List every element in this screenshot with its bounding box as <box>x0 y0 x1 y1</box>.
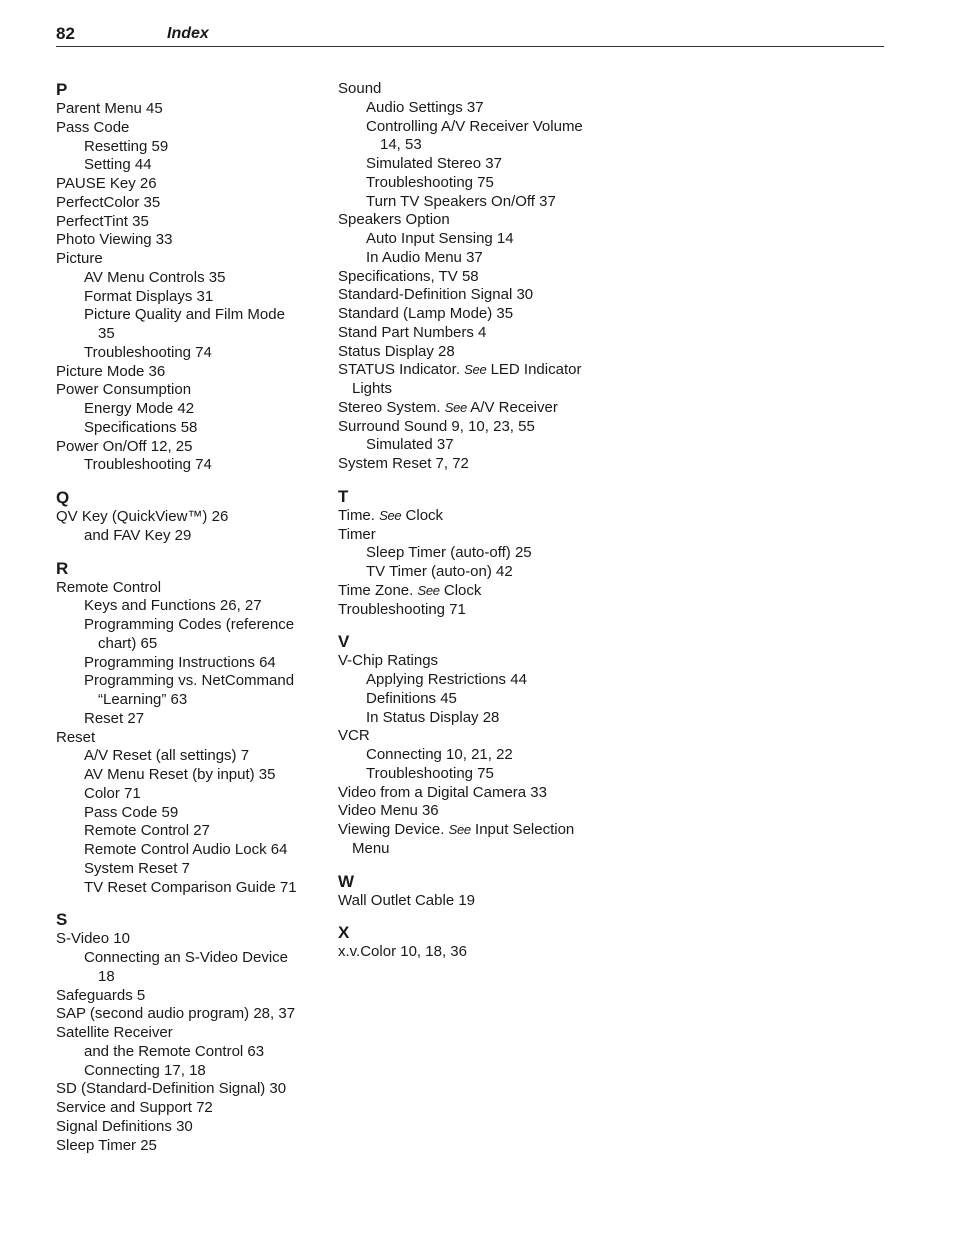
index-entry <box>56 1137 324 1156</box>
index-entry-continuation <box>338 380 628 399</box>
index-entry <box>338 802 628 821</box>
page-header <box>56 22 884 47</box>
entry-text: Stereo System. <box>338 398 441 416</box>
see-reference: See <box>464 362 487 378</box>
index-entry <box>338 784 628 803</box>
index-column-left <box>56 80 324 1155</box>
index-subentry <box>56 456 324 475</box>
see-target: Clock <box>443 581 482 599</box>
entry-text: TV Timer (auto-on) 42 <box>366 563 513 580</box>
letter-heading: X <box>338 923 350 943</box>
entry-text: Standard-Definition Signal 30 <box>338 286 534 304</box>
index-subentry <box>338 230 628 249</box>
index-subentry <box>338 99 628 118</box>
index-entry <box>56 1118 324 1137</box>
entry-text: Status Display 28 <box>338 342 455 360</box>
index-subentry <box>56 841 324 860</box>
index-subentry <box>56 654 324 673</box>
entry-text: TV Reset Comparison Guide 71 <box>84 878 297 896</box>
index-entry <box>56 175 324 194</box>
entry-text: Time Zone. <box>338 581 414 599</box>
entry-text: Picture Quality and Film Mode <box>84 306 285 324</box>
entry-text: Definitions 45 <box>366 689 457 707</box>
entry-text: Service and Support 72 <box>56 1099 213 1116</box>
index-entry <box>338 455 628 474</box>
entry-text: Surround Sound 9, 10, 23, 55 <box>338 417 535 435</box>
index-entry <box>338 80 628 99</box>
entry-text: Standard (Lamp Mode) 35 <box>338 305 514 322</box>
entry-text: Troubleshooting 75 <box>366 173 494 191</box>
index-subentry <box>56 804 324 823</box>
entry-text: Stand Part Numbers 4 <box>338 323 487 341</box>
index-entry <box>338 821 628 840</box>
index-entry <box>338 211 628 230</box>
index-entry <box>56 729 324 748</box>
index-entry <box>56 250 324 269</box>
index-subentry <box>338 249 628 268</box>
letter-heading: S <box>56 910 68 930</box>
entry-text: Sound <box>338 80 382 97</box>
index-entry <box>56 194 324 213</box>
entry-text: Troubleshooting 74 <box>84 343 212 361</box>
see-target: Clock <box>405 506 444 524</box>
entry-text: and the Remote Control 63 <box>84 1042 265 1060</box>
index-entry <box>56 508 324 527</box>
entry-text: Pass Code 59 <box>84 803 179 821</box>
index-entry-continuation <box>56 325 324 344</box>
entry-text: A/V Reset (all settings) 7 <box>84 747 250 765</box>
entry-text: Connecting 10, 21, 22 <box>366 746 513 763</box>
entry-text: V-Chip Ratings <box>338 652 439 670</box>
letter-heading: Q <box>56 488 70 507</box>
entry-text: Troubleshooting 71 <box>338 600 466 618</box>
entry-text: Troubleshooting 75 <box>366 764 494 782</box>
letter-heading: P <box>56 80 68 99</box>
index-entry <box>338 324 628 343</box>
entry-text: Satellite Receiver <box>56 1024 173 1041</box>
index-entry <box>338 361 628 380</box>
entry-text: Sleep Timer (auto-off) 25 <box>366 544 532 562</box>
entry-text: PerfectTint 35 <box>56 212 149 230</box>
index-subentry <box>338 118 628 137</box>
see-reference: See <box>448 822 471 837</box>
index-subentry <box>56 527 324 546</box>
entry-text: chart) 65 <box>98 634 158 652</box>
entry-text: Speakers Option <box>338 211 450 229</box>
entry-text: 14, 53 <box>380 136 422 154</box>
entry-text: x.v.Color 10, 18, 36 <box>338 943 467 961</box>
entry-text: Remote Control 27 <box>84 822 210 840</box>
entry-text: STATUS Indicator. <box>338 361 460 379</box>
index-subentry <box>338 746 628 765</box>
index-entry <box>56 1080 324 1099</box>
index-entry <box>56 1005 324 1024</box>
index-subentry <box>56 1062 324 1081</box>
entry-text: Specifications, TV 58 <box>338 267 479 285</box>
entry-text: System Reset 7, 72 <box>338 455 469 472</box>
index-subentry <box>338 174 628 193</box>
index-subentry <box>56 616 324 635</box>
entry-text: Picture <box>56 250 103 267</box>
entry-text: Power Consumption <box>56 381 192 399</box>
index-entry <box>56 100 324 119</box>
entry-text: Lights <box>352 380 393 397</box>
entry-text: Video from a Digital Camera 33 <box>338 783 547 801</box>
index-entry <box>56 119 324 138</box>
section-title: Index <box>167 25 209 42</box>
entry-text: Programming Codes (reference <box>84 616 295 633</box>
entry-text: Color 71 <box>84 784 141 802</box>
index-subentry <box>56 710 324 729</box>
entry-text: Turn TV Speakers On/Off 37 <box>366 192 556 210</box>
entry-text: PerfectColor 35 <box>56 193 161 211</box>
entry-text: Reset 27 <box>84 709 145 727</box>
entry-text: Photo Viewing 33 <box>56 231 173 249</box>
index-subentry <box>56 949 324 968</box>
index-subentry <box>56 785 324 804</box>
entry-text: Safeguards 5 <box>56 986 146 1004</box>
index-entry <box>56 213 324 232</box>
index-entry <box>338 286 628 305</box>
index-subentry <box>338 690 628 709</box>
entry-text: In Status Display 28 <box>366 708 500 726</box>
index-entry <box>56 438 324 457</box>
entry-text: Signal Definitions 30 <box>56 1117 193 1135</box>
index-entry <box>338 418 628 437</box>
index-subentry <box>56 672 324 691</box>
entry-text: Time. <box>338 506 375 524</box>
entry-text: Simulated 37 <box>366 436 454 454</box>
entry-text: AV Menu Controls 35 <box>84 268 226 286</box>
entry-text: 35 <box>98 325 115 342</box>
see-reference: See <box>444 399 467 415</box>
index-entry <box>56 579 324 598</box>
entry-text: QV Key (QuickView™) 26 <box>56 508 229 525</box>
index-entry <box>56 987 324 1006</box>
entry-text: Specifications 58 <box>84 418 198 436</box>
index-subentry <box>56 269 324 288</box>
index-entry-continuation <box>338 840 628 859</box>
entry-text: “Learning” 63 <box>98 691 188 708</box>
index-subentry <box>56 138 324 157</box>
index-subentry <box>338 544 628 563</box>
entry-text: AV Menu Reset (by input) 35 <box>84 766 276 783</box>
entry-text: Audio Settings 37 <box>366 98 484 116</box>
entry-text: Setting 44 <box>84 156 152 174</box>
index-entry <box>56 930 324 949</box>
index-subentry <box>56 879 324 898</box>
index-entry <box>56 1099 324 1118</box>
index-entry <box>338 507 628 526</box>
entry-text: Resetting 59 <box>84 137 169 155</box>
index-entry <box>338 268 628 287</box>
entry-text: Viewing Device. <box>338 821 445 838</box>
index-subentry <box>56 419 324 438</box>
index-subentry <box>338 563 628 582</box>
index-subentry <box>56 1043 324 1062</box>
index-subentry <box>56 306 324 325</box>
entry-text: Wall Outlet Cable 19 <box>338 891 476 909</box>
entry-text: In Audio Menu 37 <box>366 248 483 266</box>
index-entry-continuation <box>56 635 324 654</box>
see-reference: See <box>379 507 402 523</box>
index-subentry <box>338 709 628 728</box>
index-subentry <box>338 765 628 784</box>
index-entry <box>56 363 324 382</box>
entry-text: Video Menu 36 <box>338 802 439 820</box>
letter-heading: R <box>56 558 69 578</box>
index-entry <box>56 231 324 250</box>
entry-text: PAUSE Key 26 <box>56 175 157 192</box>
entry-text: Programming Instructions 64 <box>84 653 276 671</box>
entry-text: Format Displays 31 <box>84 287 214 305</box>
index-entry <box>56 381 324 400</box>
index-entry <box>338 399 628 418</box>
index-subentry <box>56 400 324 419</box>
index-entry-continuation <box>56 968 324 987</box>
index-entry <box>338 526 628 545</box>
index-subentry <box>338 671 628 690</box>
entry-text: Controlling A/V Receiver Volume <box>366 117 583 135</box>
entry-text: Menu <box>352 839 390 857</box>
entry-text: Timer <box>338 525 376 543</box>
entry-text: Remote Control Audio Lock 64 <box>84 841 288 858</box>
entry-text: Energy Mode 42 <box>84 400 195 417</box>
index-subentry <box>56 156 324 175</box>
entry-text: Simulated Stereo 37 <box>366 155 502 172</box>
entry-text: Applying Restrictions 44 <box>366 671 527 688</box>
entry-text: Connecting an S-Video Device <box>84 949 289 966</box>
entry-text: Power On/Off 12, 25 <box>56 437 193 455</box>
entry-text: Remote Control <box>56 578 162 596</box>
entry-text: VCR <box>338 727 370 745</box>
entry-text: Programming vs. NetCommand <box>84 672 295 690</box>
letter-heading: W <box>338 871 355 891</box>
entry-text: and FAV Key 29 <box>84 526 192 544</box>
index-entry-continuation <box>56 691 324 710</box>
index-entry <box>56 1024 324 1043</box>
see-target: LED Indicator <box>490 361 582 379</box>
index-entry <box>338 727 628 746</box>
index-entry <box>338 652 628 671</box>
index-subentry <box>338 436 628 455</box>
entry-text: Connecting 17, 18 <box>84 1061 206 1079</box>
entry-text: 18 <box>98 967 115 985</box>
index-subentry <box>56 822 324 841</box>
entry-text: SD (Standard-Definition Signal) 30 <box>56 1080 287 1098</box>
see-target: A/V Receiver <box>470 398 558 416</box>
letter-heading: T <box>338 486 349 506</box>
index-subentry <box>56 747 324 766</box>
index-subentry <box>56 766 324 785</box>
see-target: Input Selection <box>475 821 575 838</box>
index-entry <box>338 892 628 911</box>
entry-text: Sleep Timer 25 <box>56 1136 157 1154</box>
index-entry <box>338 343 628 362</box>
index-entry <box>338 601 628 620</box>
page-number: 82 <box>56 24 75 43</box>
entry-text: System Reset 7 <box>84 859 190 877</box>
letter-heading: V <box>338 632 350 652</box>
index-subentry <box>338 155 628 174</box>
entry-text: SAP (second audio program) 28, 37 <box>56 1005 296 1023</box>
index-subentry <box>56 597 324 616</box>
entry-text: S-Video 10 <box>56 930 130 948</box>
index-column-right <box>338 80 628 962</box>
index-subentry <box>338 193 628 212</box>
index-subentry <box>56 288 324 307</box>
entry-text: Troubleshooting 74 <box>84 456 212 474</box>
index-entry-continuation <box>338 136 628 155</box>
index-subentry <box>56 860 324 879</box>
entry-text: Pass Code <box>56 118 130 136</box>
index-entry <box>338 582 628 601</box>
entry-text: Picture Mode 36 <box>56 362 166 380</box>
entry-text: Reset <box>56 728 96 746</box>
entry-text: Parent Menu 45 <box>56 100 163 117</box>
index-subentry <box>56 344 324 363</box>
see-reference: See <box>417 582 440 598</box>
entry-text: Keys and Functions 26, 27 <box>84 597 262 615</box>
index-entry <box>338 305 628 324</box>
index-entry <box>338 943 628 962</box>
entry-text: Auto Input Sensing 14 <box>366 230 514 247</box>
